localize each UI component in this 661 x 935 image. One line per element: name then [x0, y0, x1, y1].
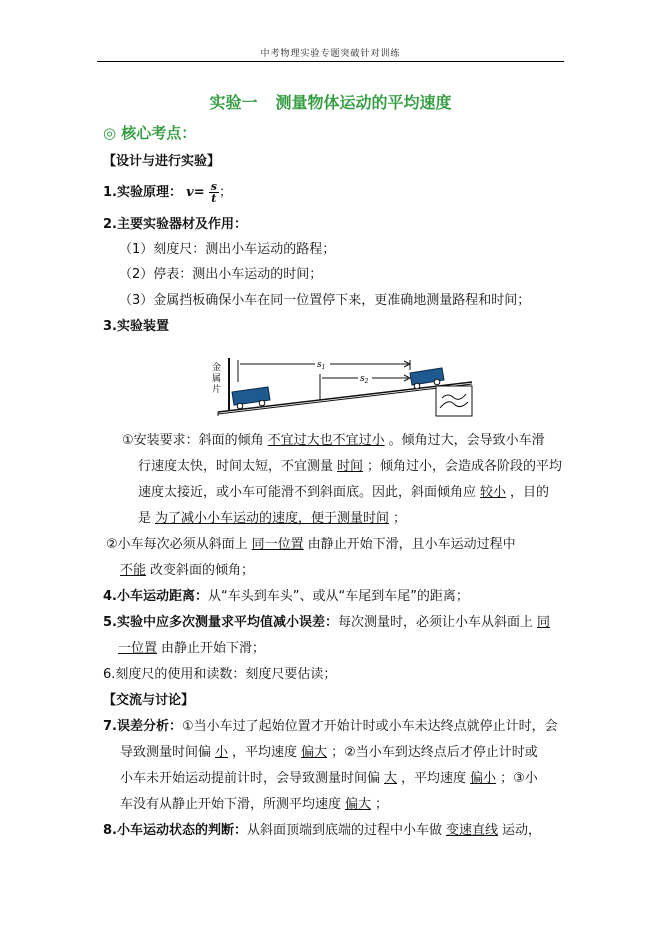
- section-discuss: 【交流与讨论】: [103, 693, 195, 708]
- section-design: 【设计与进行实验】: [103, 154, 221, 169]
- p8-line: [103, 822, 541, 840]
- principle-line: [103, 181, 232, 204]
- formula-numerator: s: [210, 180, 217, 193]
- req1-line4: [138, 510, 406, 528]
- p7-label: 7.误差分析：: [103, 719, 182, 734]
- p5-label: 5.实验中应多次测量求平均值减小误差：: [103, 615, 338, 630]
- req1-line1: [122, 432, 545, 450]
- p7-answer-3: 大: [384, 771, 398, 786]
- req1-text-l: ；: [393, 511, 407, 526]
- req2-text-e: 改变斜面的倾角；: [150, 563, 255, 578]
- p4-label: 4.小车运动距离：: [103, 589, 208, 604]
- p7-line1: [103, 718, 558, 736]
- cart-start: [232, 387, 270, 409]
- p5-text-c: 由静止开始下滑；: [161, 641, 266, 656]
- req1-answer-purpose: 为了减小小车运动的速度，便于测量时间: [155, 511, 390, 526]
- equipment-item-2: （2）停表：测出小车运动的时间；: [119, 267, 323, 282]
- p8-answer: 变速直线: [446, 823, 499, 838]
- p7-line4: [120, 796, 388, 814]
- req2-text-a: ②小车每次必须从斜面上: [106, 537, 248, 552]
- equipment-label: 2.主要实验器材及作用：: [103, 217, 247, 232]
- page-title: [0, 90, 661, 113]
- baffle-label: 金属片: [212, 363, 222, 395]
- req1-text-d: 行速度太快，时间太短，不宜测量: [138, 459, 334, 474]
- req1-line3: [138, 484, 549, 502]
- p7-text-f: ；②当小车到达终点后才停止计时或: [331, 745, 538, 760]
- principle-label: 1.实验原理：: [103, 185, 182, 200]
- title-part2: 测量物体运动的平均速度: [275, 93, 452, 112]
- p8-text-c: 运动，: [502, 823, 542, 838]
- p7-answer-4: 偏小: [470, 771, 497, 786]
- req1-text-f: ；倾角过小，会造成各阶段的平均: [367, 459, 563, 474]
- formula-denominator: t: [211, 192, 217, 205]
- formula-fraction: [209, 181, 219, 204]
- p7-text-k: ；③小: [500, 771, 538, 786]
- p5-text-a: 每次测量时，必须让小车从斜面上: [337, 615, 533, 630]
- p7-text-g: 小车未开始运动提前计时，会导致测量时间偏: [120, 771, 381, 786]
- req1-answer-small: 较小: [480, 485, 507, 500]
- support-block: [436, 386, 472, 416]
- keypoint-heading: ◎ 核心考点：: [103, 124, 197, 142]
- p7-line2: [120, 744, 538, 762]
- p7-text-b: 导致测量时间偏: [120, 745, 212, 760]
- p7-text-d: ，平均速度: [232, 745, 298, 760]
- p7-text-a: ①当小车过了起始位置才开始计时或小车未达终点就停止计时，会: [181, 719, 558, 734]
- p6-line: 6.刻度尺的使用和读数：刻度尺要估读；: [103, 667, 337, 682]
- formula-v: v: [186, 185, 194, 200]
- req2-text-c: 由静止开始下滑，且小车运动过程中: [307, 537, 516, 552]
- header-rule: [97, 61, 564, 62]
- equipment-item-1: （1）刻度尺：测出小车运动的路程；: [119, 242, 336, 257]
- apparatus-label: 3.实验装置: [103, 319, 169, 334]
- p4-text: 从“车头到车头”、或从“车尾到车尾”的距离；: [207, 589, 469, 604]
- s2-label: $s_2$: [360, 374, 369, 385]
- p7-text-n: ；: [375, 797, 389, 812]
- p8-text-a: 从斜面顶端到底端的过程中小车做: [246, 823, 442, 838]
- req1-text-i: ，目的: [510, 485, 550, 500]
- req2-line1: [106, 536, 516, 554]
- s1-label: $s_1$: [317, 360, 326, 371]
- req2-answer-position: 同一位置: [251, 537, 304, 552]
- p7-line3: [120, 770, 538, 788]
- formula-eq: =: [193, 185, 205, 200]
- req1-text-a: ①安装要求：斜面的倾角: [122, 433, 264, 448]
- page-header: 中考物理实验专题突破针对训练: [260, 49, 401, 59]
- req2-line2: [120, 562, 254, 580]
- apparatus-diagram: [210, 350, 480, 422]
- req2-answer-cannot: 不能: [120, 563, 147, 578]
- p7-answer-5: 偏大: [345, 797, 372, 812]
- req1-text-g: 速度太接近，或小车可能滑不到斜面底。因此，斜面倾角应: [138, 485, 477, 500]
- formula-end: ；: [218, 185, 232, 200]
- p5-line2: [118, 640, 265, 658]
- p7-text-l: 车没有从静止开始下滑，所测平均速度: [120, 797, 342, 812]
- p7-text-i: ，平均速度: [401, 771, 467, 786]
- p5-line1: [103, 614, 554, 632]
- req1-answer-angle: 不宜过大也不宜过小: [267, 433, 385, 448]
- title-part1: 实验一: [209, 93, 258, 112]
- p5-answer-part1: 同: [537, 615, 551, 630]
- p5-answer-part2: 一位置: [118, 641, 158, 656]
- req1-line2: [138, 458, 562, 476]
- req1-answer-time: 时间: [337, 459, 364, 474]
- p7-answer-1: 小: [215, 745, 229, 760]
- p4-line: [103, 588, 469, 606]
- req1-text-c: 。倾角过大，会导致小车滑: [388, 433, 545, 448]
- equipment-item-3: （3）金属挡板确保小车在同一位置停下来，更准确地测量路程和时间；: [119, 293, 531, 308]
- p8-label: 8.小车运动状态的判断：: [103, 823, 247, 838]
- p7-answer-2: 偏大: [301, 745, 328, 760]
- req1-text-j: 是: [138, 511, 152, 526]
